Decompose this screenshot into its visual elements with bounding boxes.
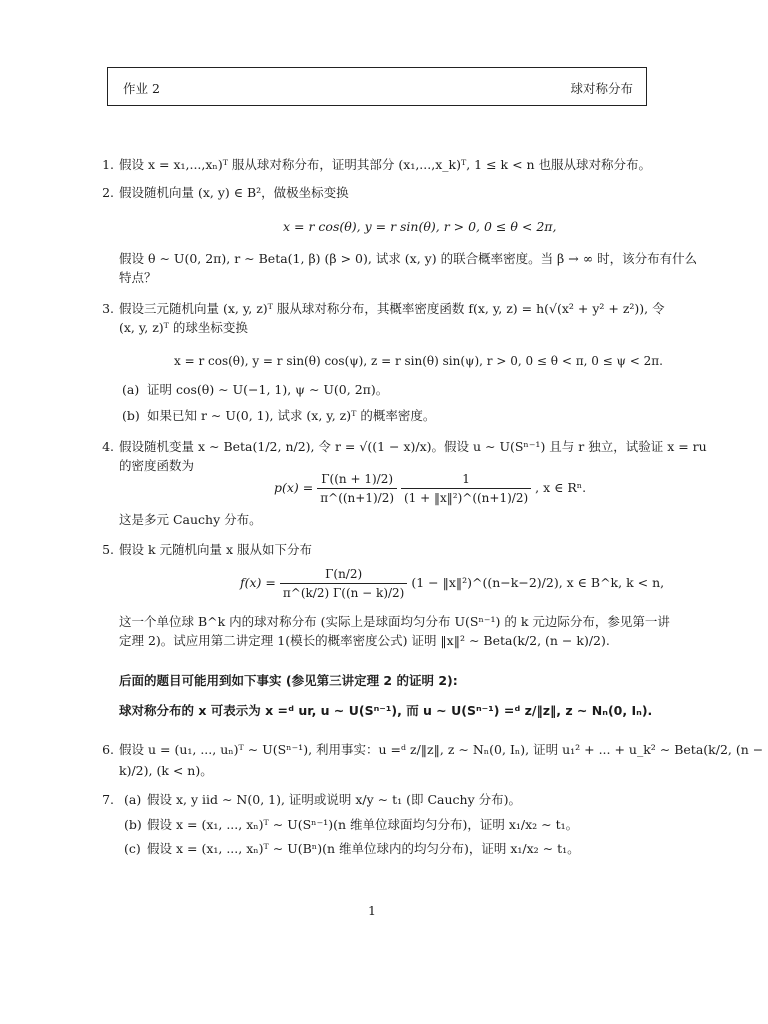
problem-7c-text: 假设 x = (x₁, ..., xₙ)ᵀ ∼ U(Bⁿ)(n 维单位球内的均匀分布)，证明 x₁/x₂ ∼ t₁。 bbox=[147, 841, 580, 856]
problem-7b-text: 假设 x = (x₁, ..., xₙ)ᵀ ∼ U(Sⁿ⁻¹)(n 维单位球面均匀分布)，证明 x₁/x₂ ∼ t₁。 bbox=[147, 817, 579, 832]
problem-2-equation: x = r cos(θ), y = r sin(θ), r > 0, 0 ≤ θ < 2π, bbox=[283, 219, 557, 234]
problem-3a-text: 证明 cos(θ) ∼ U(−1, 1), ψ ∼ U(0, 2π)。 bbox=[147, 382, 389, 397]
problem-4-eq-frac1-den: π^((n+1)/2) bbox=[320, 491, 395, 505]
problem-7a-label: (a) bbox=[124, 792, 142, 807]
problem-7c-label: (c) bbox=[124, 841, 141, 856]
problem-4-equation bbox=[274, 471, 586, 506]
problem-3a-label: (a) bbox=[122, 382, 140, 397]
problem-3-text-line2: (x, y, z)ᵀ 的球坐标变换 bbox=[119, 320, 248, 335]
problem-4-eq-rhs: , x ∈ Rⁿ. bbox=[535, 480, 587, 495]
problem-5-eq-rhs: (1 − ‖x‖²)^((n−k−2)/2), x ∈ B^k, k < n, bbox=[411, 575, 665, 590]
problem-7-number: 7. bbox=[102, 792, 114, 807]
problem-3-text-line1: 假设三元随机向量 (x, y, z)ᵀ 服从球对称分布，其概率密度函数 f(x, y, z) = h(√(x² + y² + z²)), 令 bbox=[119, 301, 665, 316]
header-box bbox=[107, 67, 647, 106]
problem-4-eq-fraction-1 bbox=[317, 471, 397, 506]
problem-6-text-line2: k)/2), (k < n)。 bbox=[119, 763, 213, 778]
problem-2-number: 2. bbox=[102, 185, 114, 200]
problem-4-note: 这是多元 Cauchy 分布。 bbox=[119, 512, 262, 527]
problem-7b-label: (b) bbox=[124, 817, 142, 832]
problem-5-equation bbox=[240, 566, 664, 601]
problem-2-body-line2: 特点？ bbox=[119, 270, 157, 285]
problem-3-equation: x = r cos(θ), y = r sin(θ) cos(ψ), z = r sin(θ) sin(ψ), r > 0, 0 ≤ θ < π, 0 ≤ ψ < 2π. bbox=[174, 354, 663, 368]
problem-4-number: 4. bbox=[102, 439, 114, 454]
problem-3-number: 3. bbox=[102, 301, 114, 316]
problem-2-body-line1: 假设 θ ∼ U(0, 2π), r ∼ Beta(1, β) (β > 0), 试求 (x, y) 的联合概率密度。当 β → ∞ 时，该分布有什么 bbox=[119, 251, 698, 266]
problem-1-text: 假设 x = x₁,...,xₙ)ᵀ 服从球对称分布，证明其部分 (x₁,...,x_k)ᵀ, 1 ≤ k < n 也服从球对称分布。 bbox=[119, 157, 652, 172]
problem-5-eq-fraction bbox=[280, 566, 407, 601]
problem-4-eq-frac2-den: (1 + ‖x‖²)^((n+1)/2) bbox=[404, 491, 529, 505]
problem-5-eq-frac-den: π^(k/2) Γ((n − k)/2) bbox=[282, 586, 405, 600]
problem-2-text: 假设随机向量 (x, y) ∈ B²，做极坐标变换 bbox=[119, 185, 349, 200]
problem-5-text: 假设 k 元随机向量 x 服从如下分布 bbox=[119, 542, 313, 557]
problem-3b-text: 如果已知 r ∼ U(0, 1), 试求 (x, y, z)ᵀ 的概率密度。 bbox=[147, 408, 436, 423]
facts-statement: 球对称分布的 x 可表示为 x =ᵈ ur, u ∼ U(Sⁿ⁻¹), 而 u ∼ U(Sⁿ⁻¹) =ᵈ z/‖z‖, z ∼ Nₙ(0, Iₙ). bbox=[119, 703, 653, 718]
problem-1-number: 1. bbox=[102, 157, 114, 172]
facts-heading: 后面的题目可能用到如下事实 (参见第三讲定理 2 的证明 2): bbox=[119, 673, 458, 688]
header-left: 作业 2 bbox=[123, 81, 160, 96]
problem-4-text-line2: 的密度函数为 bbox=[119, 458, 195, 473]
problem-5-eq-frac-num: Γ(n/2) bbox=[280, 566, 407, 584]
problem-4-eq-fraction-2 bbox=[401, 471, 531, 506]
problem-6-text-line1: 假设 u = (u₁, ..., uₙ)ᵀ ∼ U(Sⁿ⁻¹), 利用事实：u =ᵈ z/‖z‖, z ∼ Nₙ(0, Iₙ), 证明 u₁² + ... + u_k² ∼ Beta(k/2, (n − bbox=[119, 742, 764, 757]
problem-7a-text: 假设 x, y iid ∼ N(0, 1), 证明或说明 x/y ∼ t₁ (即 Cauchy 分布)。 bbox=[147, 792, 522, 807]
problem-4-eq-lhs: p(x) = bbox=[274, 480, 314, 495]
problem-5-body-line2: 定理 2)。试应用第二讲定理 1(模长的概率密度公式) 证明 ‖x‖² ∼ Beta(k/2, (n − k)/2). bbox=[119, 633, 610, 648]
header-right: 球对称分布 bbox=[570, 81, 633, 96]
problem-5-number: 5. bbox=[102, 542, 114, 557]
problem-4-text-line1: 假设随机变量 x ∼ Beta(1/2, n/2), 令 r = √((1 − x)/x)。假设 u ∼ U(Sⁿ⁻¹) 且与 r 独立，试验证 x = ru bbox=[119, 439, 707, 454]
problem-3b-label: (b) bbox=[122, 408, 140, 423]
problem-6-number: 6. bbox=[102, 742, 114, 757]
problem-5-body-line1: 这一个单位球 B^k 内的球对称分布 (实际上是球面均匀分布 U(Sⁿ⁻¹) 的 k 元边际分布，参见第一讲 bbox=[119, 614, 670, 629]
problem-4-eq-frac1-num: Γ((n + 1)/2) bbox=[317, 471, 397, 489]
page-number: 1 bbox=[368, 903, 376, 918]
problem-5-eq-lhs: f(x) = bbox=[240, 575, 276, 590]
problem-4-eq-frac2-num: 1 bbox=[401, 471, 531, 489]
